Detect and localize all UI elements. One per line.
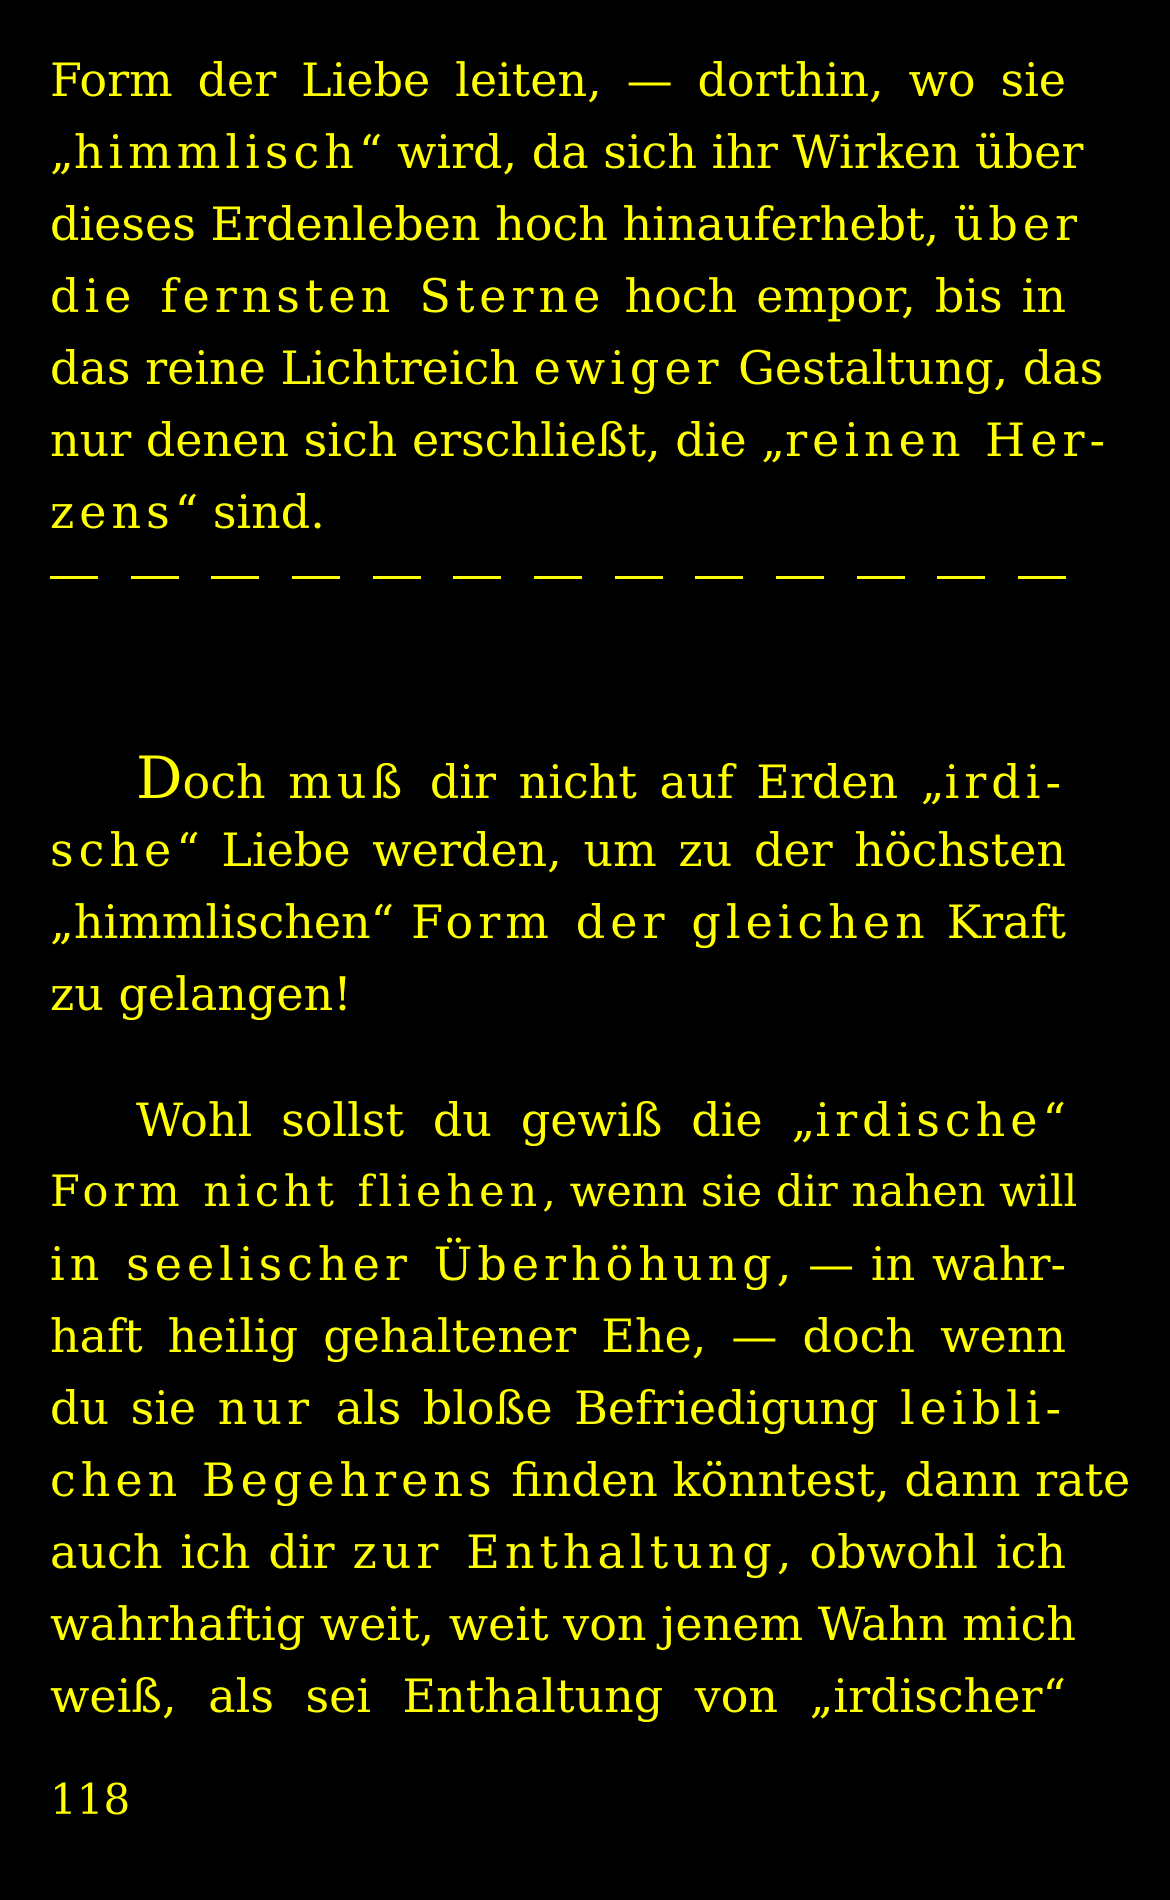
text-run: als bloße Befriedigung <box>313 1381 900 1435</box>
text-run: wahrhaftig weit, weit von jenem Wahn mich <box>50 1597 1077 1651</box>
spaced-text: muß <box>288 755 408 809</box>
spaced-text: sche <box>50 823 177 877</box>
spaced-text: die fernsten Sterne <box>50 269 606 323</box>
text-run: , — in wahr- <box>776 1237 1066 1291</box>
dash <box>695 576 743 579</box>
spaced-text: Form nicht fliehen <box>50 1167 543 1217</box>
dash <box>857 576 905 579</box>
spaced-text: chen Begehrens <box>50 1453 497 1507</box>
spaced-text: über <box>953 197 1083 251</box>
text-run: nur denen sich erschließt, die „ <box>50 413 786 467</box>
text-run: “ wird, da sich ihr Wirken über <box>358 125 1084 179</box>
text-line <box>50 1306 1066 1366</box>
text-run: weiß, als sei Enthaltung von „irdischer“ <box>50 1669 1066 1723</box>
text-line <box>50 1522 1066 1582</box>
text-line <box>50 338 1104 398</box>
dash <box>937 576 985 579</box>
spaced-text: zur Enthaltung <box>352 1525 777 1579</box>
text-run: “ sind. <box>174 485 325 539</box>
text-run: dir nicht auf Erden „ <box>407 755 945 809</box>
dash <box>615 576 663 579</box>
text-run: auch ich dir <box>50 1525 353 1579</box>
text-line <box>50 964 1066 1024</box>
dash <box>373 576 421 579</box>
text-line <box>50 1450 1131 1510</box>
dash <box>453 576 501 579</box>
text-line-rest <box>183 755 1066 809</box>
spaced-text: himmlisch <box>73 125 359 179</box>
text-line <box>50 1594 1077 1654</box>
text-line <box>50 892 1066 952</box>
spaced-text: in seelischer Überhöhung <box>50 1237 777 1291</box>
text-run: Form der Liebe leiten, — dorthin, wo sie <box>50 53 1066 107</box>
dash <box>776 576 824 579</box>
text-line <box>50 482 1066 542</box>
dash <box>50 576 98 579</box>
text-run: haft heilig gehaltener Ehe, — doch wenn <box>50 1309 1066 1363</box>
text-run: , wenn sie dir nahen will <box>542 1167 1078 1217</box>
text-line <box>50 1234 1066 1294</box>
text-line <box>50 50 1066 110</box>
spaced-text: Form der gleichen <box>411 895 930 949</box>
text-run: hoch empor, bis in <box>605 269 1066 323</box>
text-run: finden könntest, dann rate <box>496 1453 1131 1507</box>
text-run: och <box>182 755 289 809</box>
text-run: zu gelangen! <box>50 967 352 1021</box>
text-run: „himmlischen“ <box>50 895 412 949</box>
text-run: dieses Erdenleben hoch hinauferhebt, <box>50 197 954 251</box>
text-line <box>50 820 1066 880</box>
dashed-separator <box>50 562 1066 592</box>
text-run: du sie <box>50 1381 218 1435</box>
spaced-text: reinen Her- <box>785 413 1110 467</box>
dash <box>1018 576 1066 579</box>
text-line <box>50 266 1066 326</box>
text-run: „ <box>50 125 74 179</box>
text-line <box>50 410 1110 470</box>
spaced-text: irdi- <box>944 755 1066 809</box>
text-line <box>50 1378 1066 1438</box>
text-run: Gestaltung, das <box>723 341 1104 395</box>
text-run: “ Liebe werden, um zu der höchsten <box>176 823 1066 877</box>
spaced-text: nur <box>217 1381 314 1435</box>
drop-cap: D <box>136 744 183 812</box>
text-run: das reine Lichtreich <box>50 341 534 395</box>
text-line <box>50 1666 1066 1726</box>
dash <box>292 576 340 579</box>
spaced-text: leibli- <box>899 1381 1067 1435</box>
text-run: , obwohl ich <box>776 1525 1067 1579</box>
spaced-text: ewiger <box>533 341 724 395</box>
dash <box>534 576 582 579</box>
dash <box>131 576 179 579</box>
text-line <box>136 744 1066 812</box>
text-line <box>50 122 1084 182</box>
text-run: “ <box>1042 1093 1066 1147</box>
dash <box>211 576 259 579</box>
text-run: Kraft <box>929 895 1066 949</box>
text-run: Wohl sollst du gewiß die „ <box>136 1093 816 1147</box>
page-number: 118 <box>50 1775 131 1824</box>
text-line <box>50 194 1083 254</box>
text-line <box>136 1090 1066 1150</box>
text-line <box>50 1162 1078 1222</box>
spaced-text: zens <box>50 485 175 539</box>
spaced-text: irdische <box>815 1093 1043 1147</box>
